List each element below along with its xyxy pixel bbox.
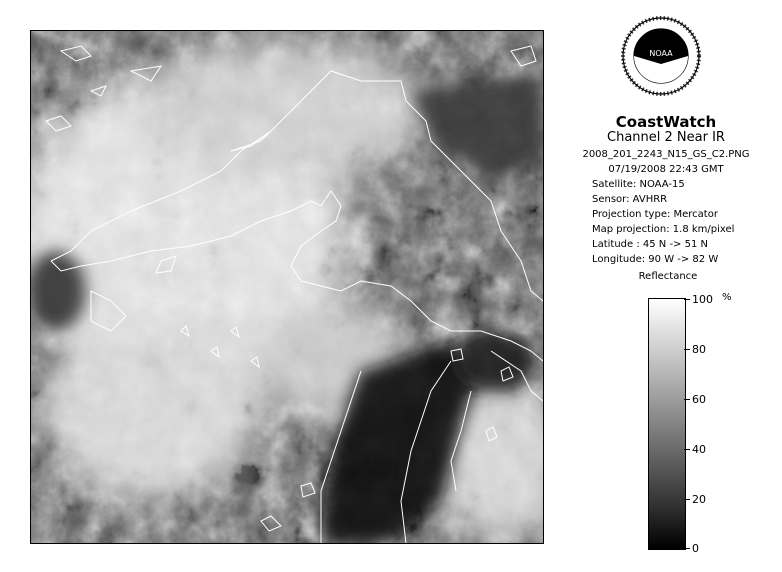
- noaa-logo: [620, 12, 702, 110]
- longitude-text: Longitude: 90 W -> 82 W: [592, 254, 719, 265]
- tick-mark: [684, 449, 690, 450]
- tick-mark: [684, 499, 690, 500]
- tick-label: 40: [692, 443, 706, 456]
- tick-label: 100: [692, 293, 713, 306]
- tick-mark: [684, 548, 690, 549]
- projection-type-text: Projection type: Mercator: [592, 209, 718, 220]
- channel-label: Channel 2 Near IR: [607, 130, 725, 145]
- filename-text: 2008_201_2243_N15_GS_C2.PNG: [582, 149, 750, 160]
- tick-mark: [684, 399, 690, 400]
- datetime-text: 07/19/2008 22:43 GMT: [608, 164, 724, 175]
- tick-label: 80: [692, 343, 706, 356]
- tick-label: 0: [692, 542, 699, 555]
- satellite-image: [30, 30, 544, 544]
- info-panel: [566, 114, 766, 267]
- latitude-text: Latitude : 45 N -> 51 N: [592, 239, 708, 250]
- tick-label: 60: [692, 393, 706, 406]
- legend-title: Reflectance: [638, 271, 698, 282]
- tick-mark: [684, 349, 690, 350]
- legend-unit: %: [722, 292, 732, 303]
- tick-label: 20: [692, 493, 706, 506]
- sensor-text: Sensor: AVHRR: [592, 194, 668, 205]
- tick-mark: [684, 299, 690, 300]
- product-title: CoastWatch: [615, 113, 717, 131]
- reflectance-colorbar: [648, 298, 686, 550]
- satellite-text: Satellite: NOAA-15: [592, 179, 685, 190]
- map-projection-text: Map projection: 1.8 km/pixel: [592, 224, 735, 235]
- noaa-logo-text: NOAA: [649, 49, 673, 58]
